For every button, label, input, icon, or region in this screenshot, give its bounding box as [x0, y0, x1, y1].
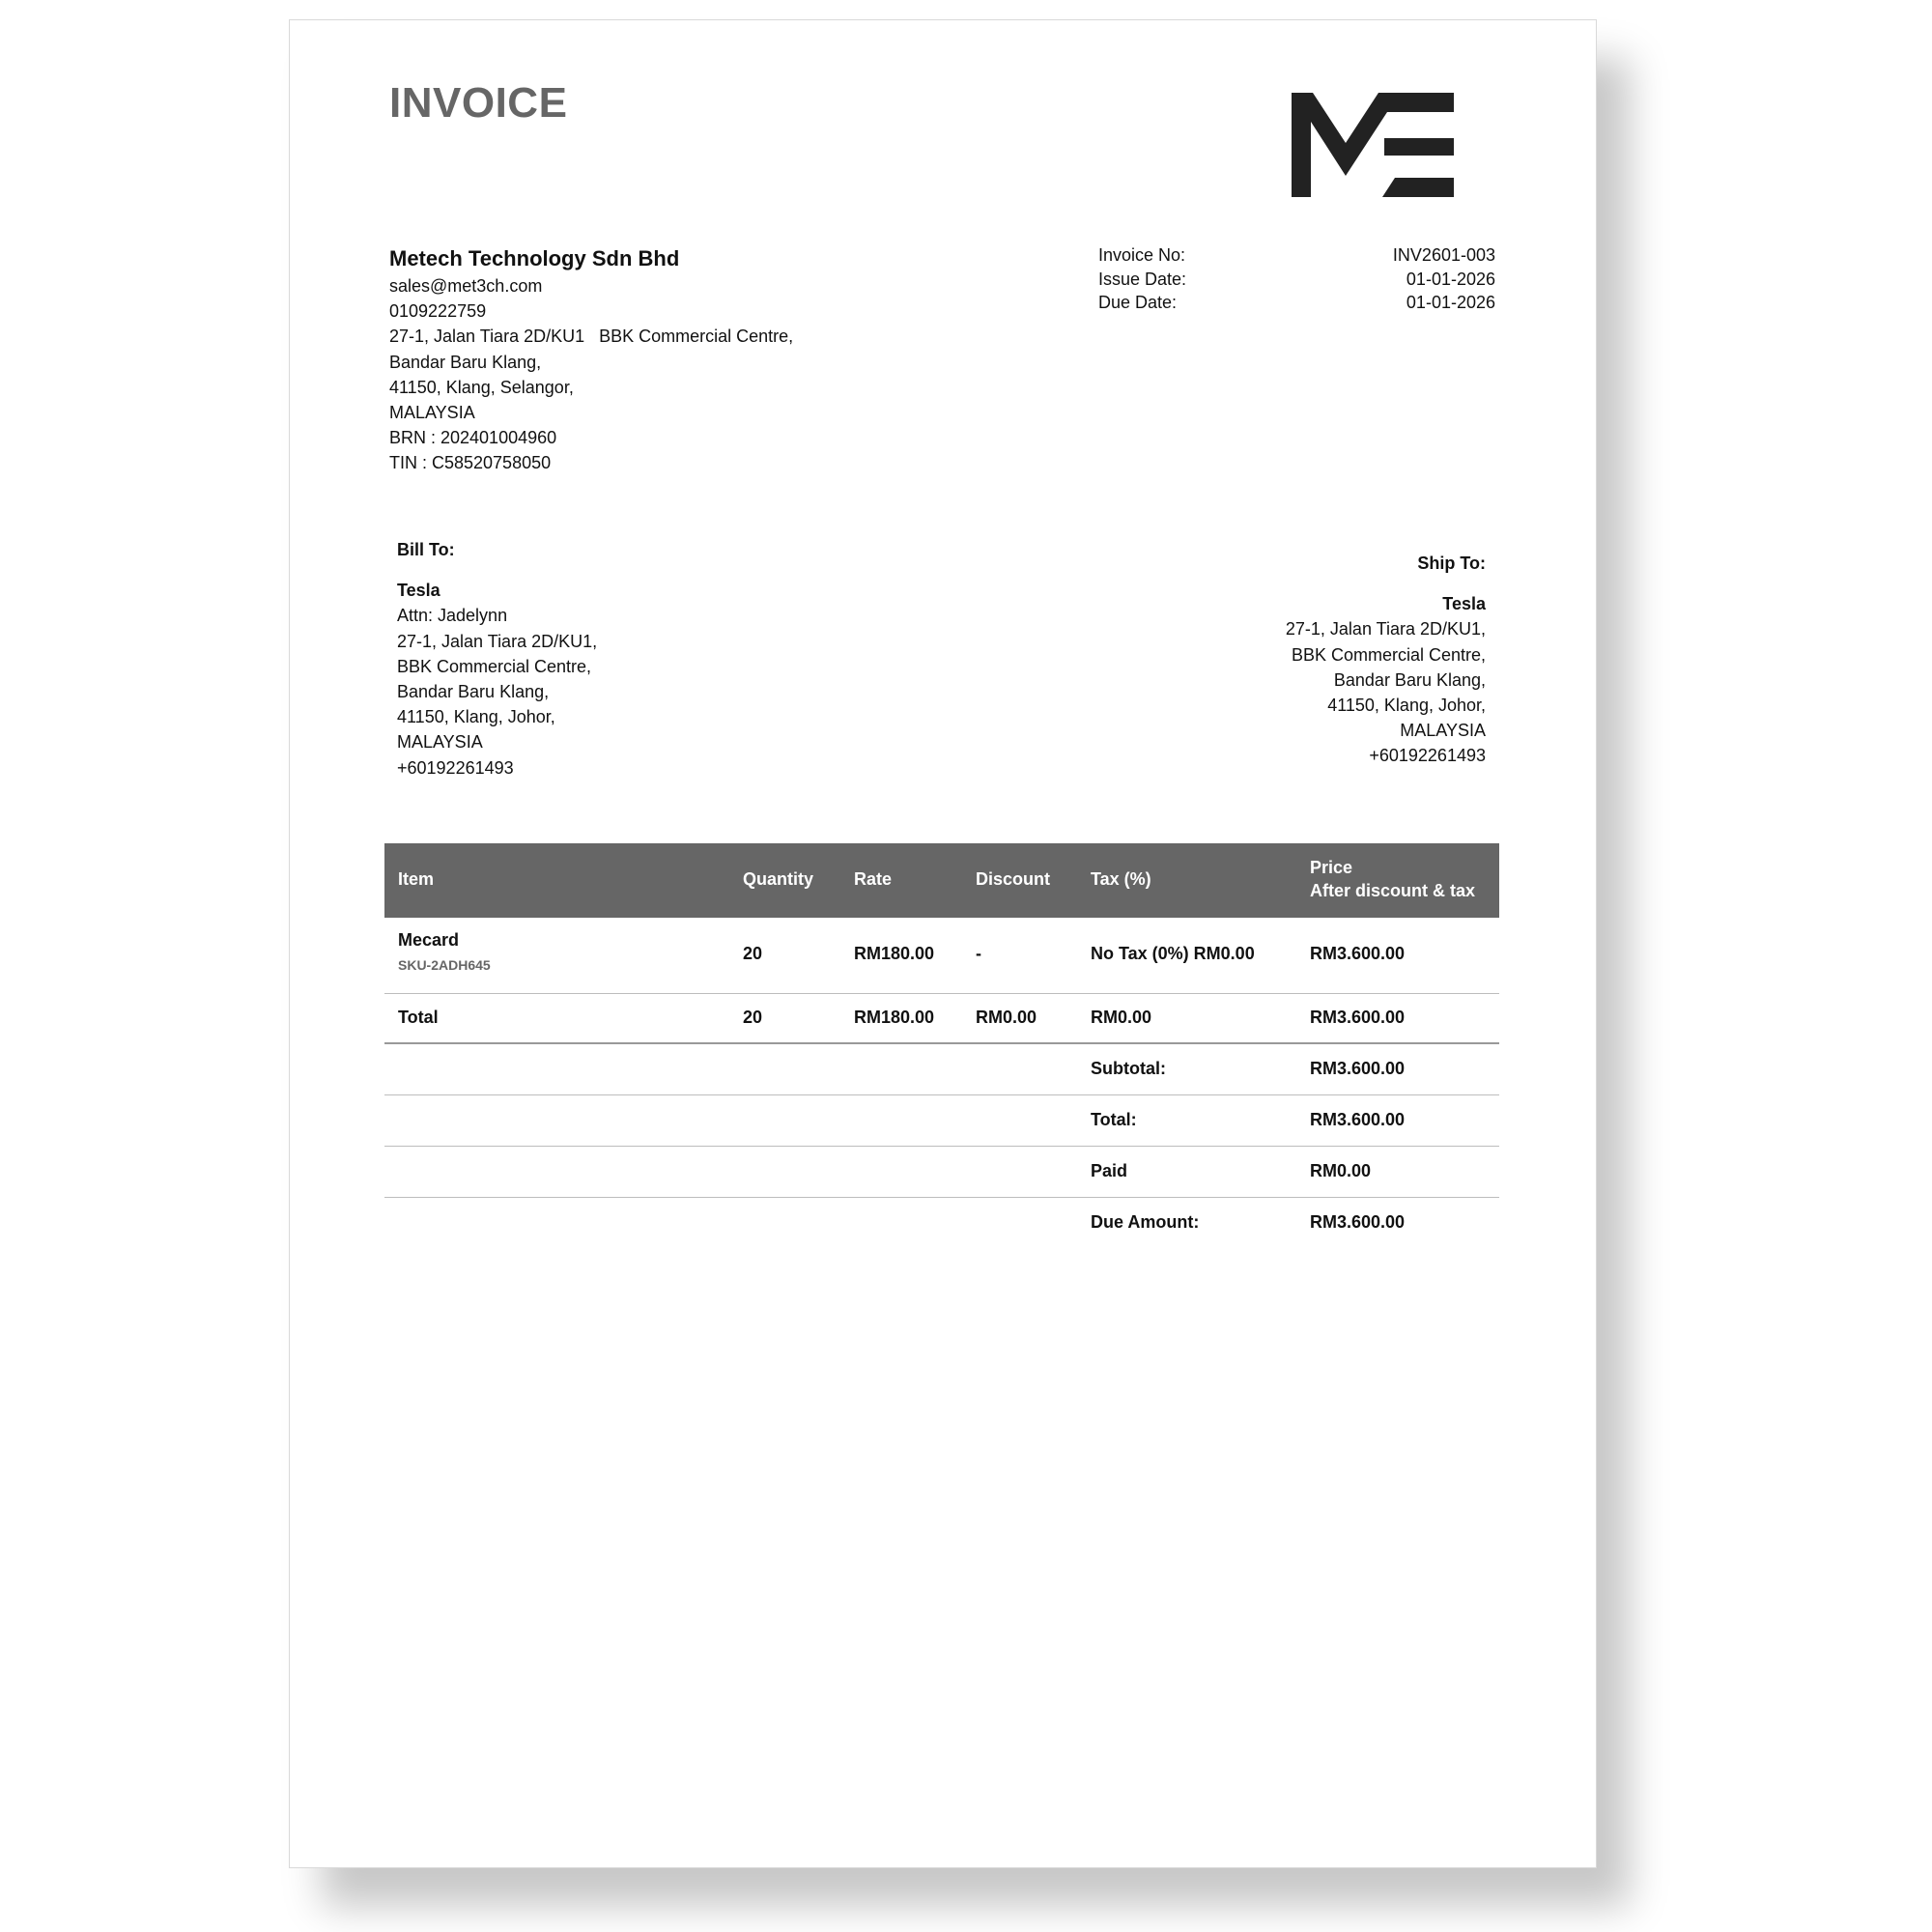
ship-to-name: Tesla: [1442, 594, 1486, 614]
ship-to-address-line: 27-1, Jalan Tiara 2D/KU1,: [1285, 619, 1486, 639]
issue-date-label: Issue Date:: [1098, 269, 1187, 289]
grand-total-row: [384, 1095, 1499, 1147]
total-rate: RM180.00: [854, 1008, 935, 1027]
invoice-no-row: [1098, 243, 1495, 268]
due-date-value: 01-01-2026: [1406, 293, 1495, 312]
invoice-title: INVOICE: [389, 79, 568, 127]
table-total-row: [384, 994, 1499, 1044]
ship-to-address-line: Bandar Baru Klang,: [1333, 669, 1486, 690]
seller-phone: 0109222759: [389, 301, 487, 322]
table-header: [384, 843, 1499, 918]
due-date-row: [1098, 291, 1495, 315]
grand-total-value: RM3.600.00: [1310, 1110, 1406, 1129]
subtotal-row: [384, 1044, 1499, 1095]
item-discount: -: [976, 944, 981, 963]
header-tax: Tax (%): [1091, 869, 1151, 889]
item-sku: SKU-2ADH645: [398, 957, 491, 973]
ship-to-address-line: 41150, Klang, Johor,: [1327, 696, 1486, 716]
header-price: Price: [1310, 858, 1353, 877]
seller-name: Metech Technology Sdn Bhd: [389, 246, 680, 270]
ship-to-phone: +60192261493: [1369, 746, 1486, 766]
header-discount: Discount: [976, 869, 1051, 889]
seller-address-line: Bandar Baru Klang,: [389, 352, 542, 372]
item-rate: RM180.00: [854, 944, 935, 963]
issue-date-value: 01-01-2026: [1406, 269, 1495, 289]
item-quantity: 20: [743, 944, 763, 963]
bill-to-address-line: BBK Commercial Centre,: [397, 656, 592, 676]
bill-to-address-line: 27-1, Jalan Tiara 2D/KU1,: [397, 631, 598, 651]
seller-address-line: 27-1, Jalan Tiara 2D/KU1 BBK Commercial Centre,: [389, 327, 794, 347]
seller-brn: BRN : 202401004960: [389, 428, 557, 448]
bill-to-heading: Bill To:: [397, 540, 455, 559]
header-price-sub: After discount & tax: [1310, 881, 1476, 900]
item-name: Mecard: [398, 930, 460, 950]
paid-label: Paid: [1091, 1161, 1128, 1180]
bill-to-attn: Attn: Jadelynn: [397, 606, 508, 626]
total-label: Total: [398, 1008, 439, 1027]
bill-to-block: [397, 537, 597, 781]
total-discount: RM0.00: [976, 1008, 1037, 1027]
item-tax: No Tax (0%) RM0.00: [1091, 944, 1255, 963]
invoice-no-label: Invoice No:: [1098, 245, 1186, 265]
seller-country: MALAYSIA: [389, 403, 475, 423]
ship-to-block: [1159, 551, 1486, 769]
total-tax: RM0.00: [1091, 1008, 1152, 1027]
due-amount-value: RM3.600.00: [1310, 1212, 1406, 1232]
seller-tin: TIN : C58520758050: [389, 453, 552, 473]
ship-to-address-line: BBK Commercial Centre,: [1291, 644, 1486, 665]
bill-to-phone: +60192261493: [397, 757, 514, 778]
table-row: [384, 918, 1499, 994]
bill-to-address-line: Bandar Baru Klang,: [397, 682, 550, 702]
invoice-meta: [1098, 243, 1495, 315]
seller-email: sales@met3ch.com: [389, 276, 543, 296]
bill-to-address-line: 41150, Klang, Johor,: [397, 707, 555, 727]
due-amount-label: Due Amount:: [1091, 1212, 1200, 1232]
header-item: Item: [398, 869, 435, 889]
paid-value: RM0.00: [1310, 1161, 1372, 1180]
line-items-table: [384, 843, 1499, 1248]
header-rate: Rate: [854, 869, 893, 889]
ship-to-country: MALAYSIA: [1400, 721, 1486, 741]
invoice-no-value: INV2601-003: [1392, 245, 1495, 265]
subtotal-label: Subtotal:: [1091, 1059, 1166, 1078]
header-quantity: Quantity: [743, 869, 814, 889]
bill-to-country: MALAYSIA: [397, 732, 483, 753]
paid-row: [384, 1147, 1499, 1198]
total-price: RM3.600.00: [1310, 1008, 1406, 1027]
due-date-label: Due Date:: [1098, 293, 1178, 312]
item-price: RM3.600.00: [1310, 944, 1406, 963]
seller-address-line: 41150, Klang, Selangor,: [389, 377, 574, 397]
issue-date-row: [1098, 268, 1495, 292]
company-logo: [1292, 93, 1456, 197]
me-logo-icon: [1292, 93, 1456, 197]
seller-details: [389, 244, 793, 476]
bill-to-name: Tesla: [397, 581, 440, 601]
subtotal-value: RM3.600.00: [1310, 1059, 1406, 1078]
due-amount-row: [384, 1198, 1499, 1248]
ship-to-heading: Ship To:: [1417, 554, 1486, 573]
total-quantity: 20: [743, 1008, 763, 1027]
grand-total-label: Total:: [1091, 1110, 1137, 1129]
